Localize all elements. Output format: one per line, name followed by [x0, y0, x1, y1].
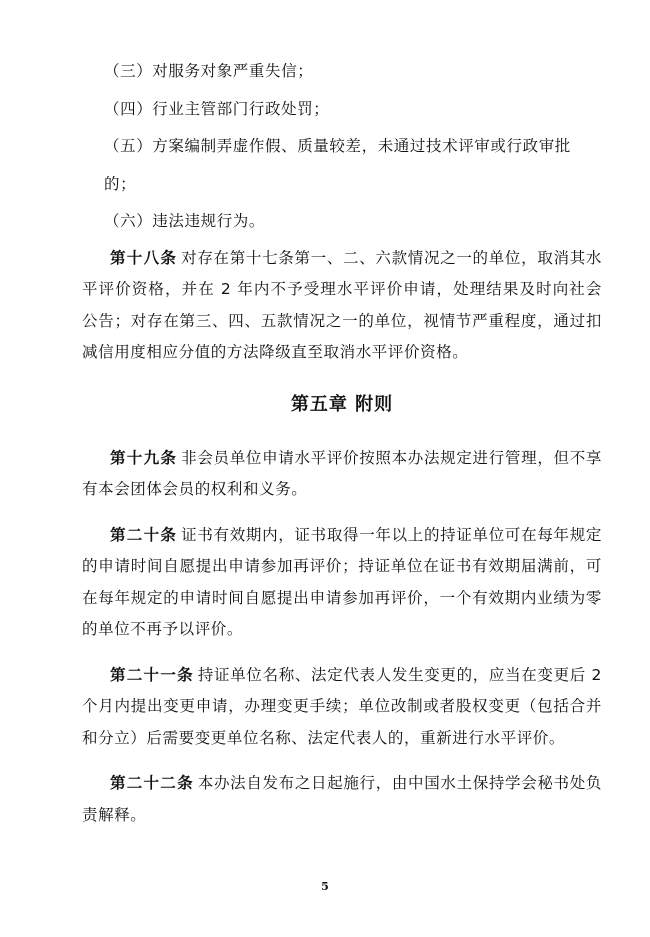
document-body	[82, 53, 602, 831]
article-19-number: 第十九条	[110, 448, 178, 467]
article-21-text: 持证单位名称、法定代表人发生变更的，应当在变更后 2 个月内提出变更申请，办理变更手续；单位改制或者股权变更（包括合并和分立）后需要变更单位名称、法定代表人的，重新进行水平评价。	[82, 665, 602, 747]
list-item-4: （四）行业主管部门行政处罚；	[104, 99, 330, 118]
article-20	[82, 520, 602, 646]
list-item-3: （三）对服务对象严重失信；	[104, 62, 314, 80]
article-20-number: 第二十条	[110, 525, 178, 544]
list-item-5: （五）方案编制弄虚作假、质量较差，未通过技术评审或行政审批的；	[104, 137, 571, 193]
list-item-6: （六）违法违规行为。	[104, 212, 266, 230]
article-20-text: 证书有效期内，证书取得一年以上的持证单位可在每年规定的申请时间自愿提出申请参加再评价；持证单位在证书有效期届满前，可在每年规定的申请时间自愿提出申请参加再评价，一个有效期内业绩为零的单位不再予以评价。	[82, 525, 602, 638]
article-22	[82, 768, 602, 831]
article-22-number: 第二十二条	[110, 774, 194, 792]
article-19	[82, 443, 602, 506]
article-19-text: 非会员单位申请水平评价按照本办法规定进行管理，但不享有本会团体会员的权利和义务。	[82, 448, 602, 498]
chapter-title: 第五章 附则	[290, 393, 394, 415]
article-21-number: 第二十一条	[110, 665, 194, 684]
article-21	[82, 660, 602, 755]
article-22-text: 本办法自发布之日起施行，由中国水土保持学会秘书处负责解释。	[82, 774, 602, 824]
article-18-number: 第十八条	[110, 248, 178, 267]
article-18	[82, 243, 602, 369]
article-18-text: 对存在第十七条第一、二、六款情况之一的单位，取消其水平评价资格，并在 2 年内不予受理水平评价申请，处理结果及时向社会公告；对存在第三、四、五款情况之一的单位，视情节严重程度，通过扣减信用度相应分值的方法降级直至取消水平评价资格。	[82, 248, 602, 361]
page-number: 5	[321, 880, 329, 893]
